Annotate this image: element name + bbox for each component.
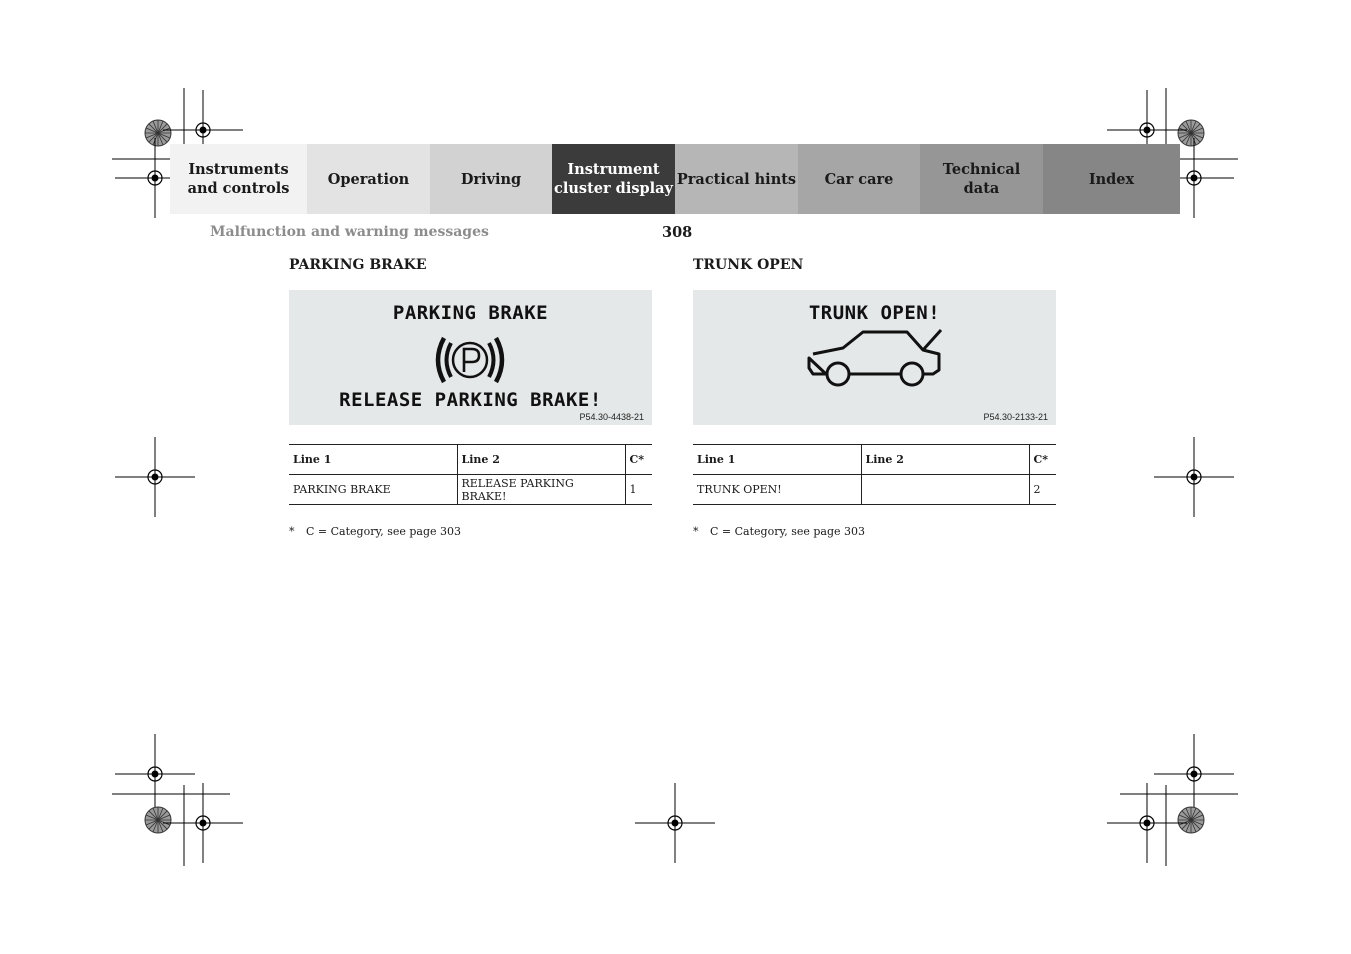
parking-brake-footnote	[289, 525, 461, 538]
tab-driving[interactable]: Driving	[430, 144, 552, 214]
tab-instruments-and-controls[interactable]: Instruments and controls	[170, 144, 307, 214]
trunk-open-footnote	[693, 525, 865, 538]
trunk-open-heading: TRUNK OPEN	[693, 257, 804, 273]
tab-operation[interactable]: Operation	[307, 144, 430, 214]
display-line1: TRUNK OPEN!	[808, 302, 941, 324]
tab-index[interactable]: Index	[1043, 144, 1180, 214]
footnote-symbol: *	[693, 525, 699, 538]
page-number: 308	[662, 224, 693, 241]
table-header-row	[289, 445, 652, 475]
table-header-row	[693, 445, 1056, 475]
trunk-open-display	[693, 290, 1056, 425]
trunk-open-message-table	[693, 444, 1056, 505]
display-line2: RELEASE PARKING BRAKE!	[339, 389, 602, 411]
table-row	[693, 475, 1056, 505]
figure-code: P54.30-2133-21	[983, 412, 1048, 422]
section-title: Malfunction and warning messages	[210, 224, 489, 240]
tab-practical-hints[interactable]: Practical hints	[675, 144, 798, 214]
tab-technical-data[interactable]: Technical data	[920, 144, 1043, 214]
parking-brake-display	[289, 290, 652, 425]
cell-category: 2	[1029, 475, 1056, 505]
trunk-open-car-icon	[805, 326, 945, 388]
display-line1: PARKING BRAKE	[392, 302, 549, 324]
cell-line1: PARKING BRAKE	[289, 475, 457, 505]
column-header-line1: Line 1	[693, 445, 861, 475]
column-header-line2: Line 2	[457, 445, 625, 475]
footnote-text: C = Category, see page 303	[710, 525, 866, 538]
cell-line1: TRUNK OPEN!	[693, 475, 861, 505]
column-header-category: C*	[1029, 445, 1056, 475]
figure-code: P54.30-4438-21	[579, 412, 644, 422]
chapter-tabs	[170, 144, 1180, 214]
column-header-category: C*	[625, 445, 652, 475]
table-row	[289, 475, 652, 505]
parking-brake-heading: PARKING BRAKE	[289, 257, 427, 273]
cell-line2	[861, 475, 1029, 505]
cell-line2: RELEASE PARKING BRAKE!	[457, 475, 625, 505]
tab-instrument-cluster-display[interactable]: Instrument cluster display	[552, 144, 675, 214]
parking-brake-message-table	[289, 444, 652, 505]
column-header-line1: Line 1	[289, 445, 457, 475]
parking-brake-icon	[430, 332, 510, 388]
column-header-line2: Line 2	[861, 445, 1029, 475]
footnote-symbol: *	[289, 525, 295, 538]
cell-category: 1	[625, 475, 652, 505]
tab-car-care[interactable]: Car care	[798, 144, 920, 214]
footnote-text: C = Category, see page 303	[306, 525, 462, 538]
